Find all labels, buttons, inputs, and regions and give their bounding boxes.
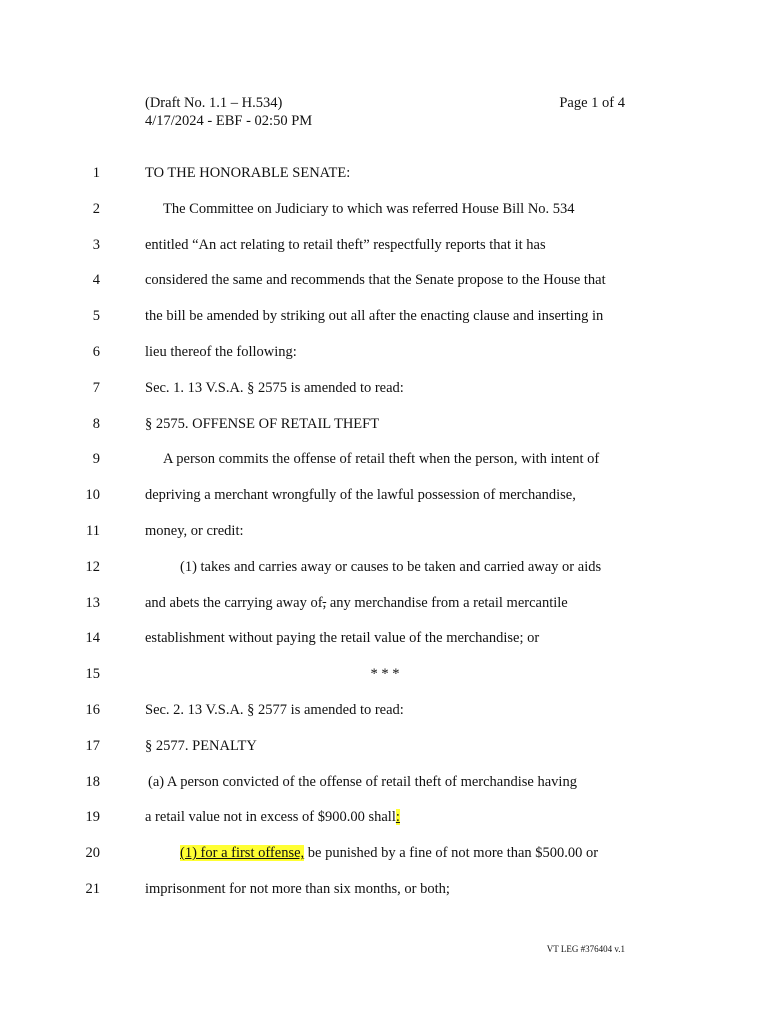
bill-line [0,595,770,631]
bill-line [0,272,770,308]
line-number: 15 [85,666,100,683]
bill-text [0,165,770,917]
bill-line [0,380,770,416]
bill-line [0,487,770,523]
line-number: 2 [92,200,100,217]
line-text: establishment without paying the retail value of the merchandise; or [145,630,540,647]
struck-text: , [322,594,327,611]
bill-line [0,201,770,237]
line-text-part: any merchandise from a retail mercantile [326,594,568,611]
line-number: 9 [92,451,100,468]
bill-line [0,165,770,201]
line-number: 4 [92,272,100,289]
line-text: depriving a merchant wrongfully of the lawful possession of merchandise, [145,487,576,504]
line-text: (a) A person convicted of the offense of retail theft of merchandise having [148,773,577,790]
line-number: 10 [85,487,100,504]
line-number: 17 [85,737,100,754]
line-text: money, or credit: [145,522,244,539]
line-number: 19 [85,809,100,826]
line-text: entitled “An act relating to retail theft” respectfully reports that it has [145,236,546,253]
bill-line [0,416,770,452]
line-number: 5 [92,308,100,325]
line-number: 11 [86,522,100,539]
bill-line [0,666,770,702]
bill-line [0,845,770,881]
line-text [145,809,400,826]
section-heading: Sec. 1. 13 V.S.A. § 2575 is amended to read: [145,379,404,396]
line-text: the bill be amended by striking out all after the enacting clause and inserting in [145,308,604,325]
bill-line [0,344,770,380]
bill-line [0,881,770,917]
inserted-text: : [395,809,400,826]
line-number: 20 [85,845,100,862]
line-number: 13 [85,594,100,611]
line-number: 1 [92,165,100,181]
bill-line [0,308,770,344]
bill-line [0,523,770,559]
bill-line [0,237,770,273]
line-text-part: a retail value not in excess of $900.00 shall [145,809,396,826]
section-title: § 2575. OFFENSE OF RETAIL THEFT [145,415,380,432]
bill-line [0,809,770,845]
line-number: 16 [85,701,100,718]
page-number: Page 1 of 4 [559,95,625,111]
line-text [180,845,598,862]
bill-line [0,738,770,774]
line-text: (1) takes and carries away or causes to be taken and carried away or aids [180,558,602,575]
line-text-part: and abets the carrying away of [145,594,323,611]
bill-line [0,702,770,738]
line-text: The Committee on Judiciary to which was referred House Bill No. 534 [163,200,575,217]
inserted-text: (1) for a first offense, [180,845,305,862]
line-number: 8 [92,415,100,432]
bill-line [0,451,770,487]
line-number: 14 [85,630,100,647]
line-number: 6 [92,343,100,360]
draft-number: (Draft No. 1.1 – H.534) [145,95,283,111]
bill-line [0,774,770,810]
bill-line [0,559,770,595]
section-heading: Sec. 2. 13 V.S.A. § 2577 is amended to read: [145,701,404,718]
line-number: 7 [92,379,100,396]
line-text: considered the same and recommends that the Senate propose to the House that [145,272,606,289]
bill-line [0,630,770,666]
line-text: lieu thereof the following: [145,343,297,360]
line-number: 21 [85,880,100,897]
line-number: 18 [85,773,100,790]
document-footer: VT LEG #376404 v.1 [546,944,625,954]
line-number: 3 [92,236,100,253]
section-title: § 2577. PENALTY [145,737,257,754]
line-text: A person commits the offense of retail theft when the person, with intent of [163,451,600,468]
draft-date: 4/17/2024 - EBF - 02:50 PM [145,113,313,129]
line-text [145,595,568,612]
line-text: imprisonment for not more than six months, or both; [145,880,450,897]
line-text-part: be punished by a fine of not more than $500.00 or [304,845,599,862]
line-text: TO THE HONORABLE SENATE: [145,165,351,181]
line-number: 12 [85,558,100,575]
draft-header [145,94,312,130]
omission-marker: * * * [370,666,400,683]
